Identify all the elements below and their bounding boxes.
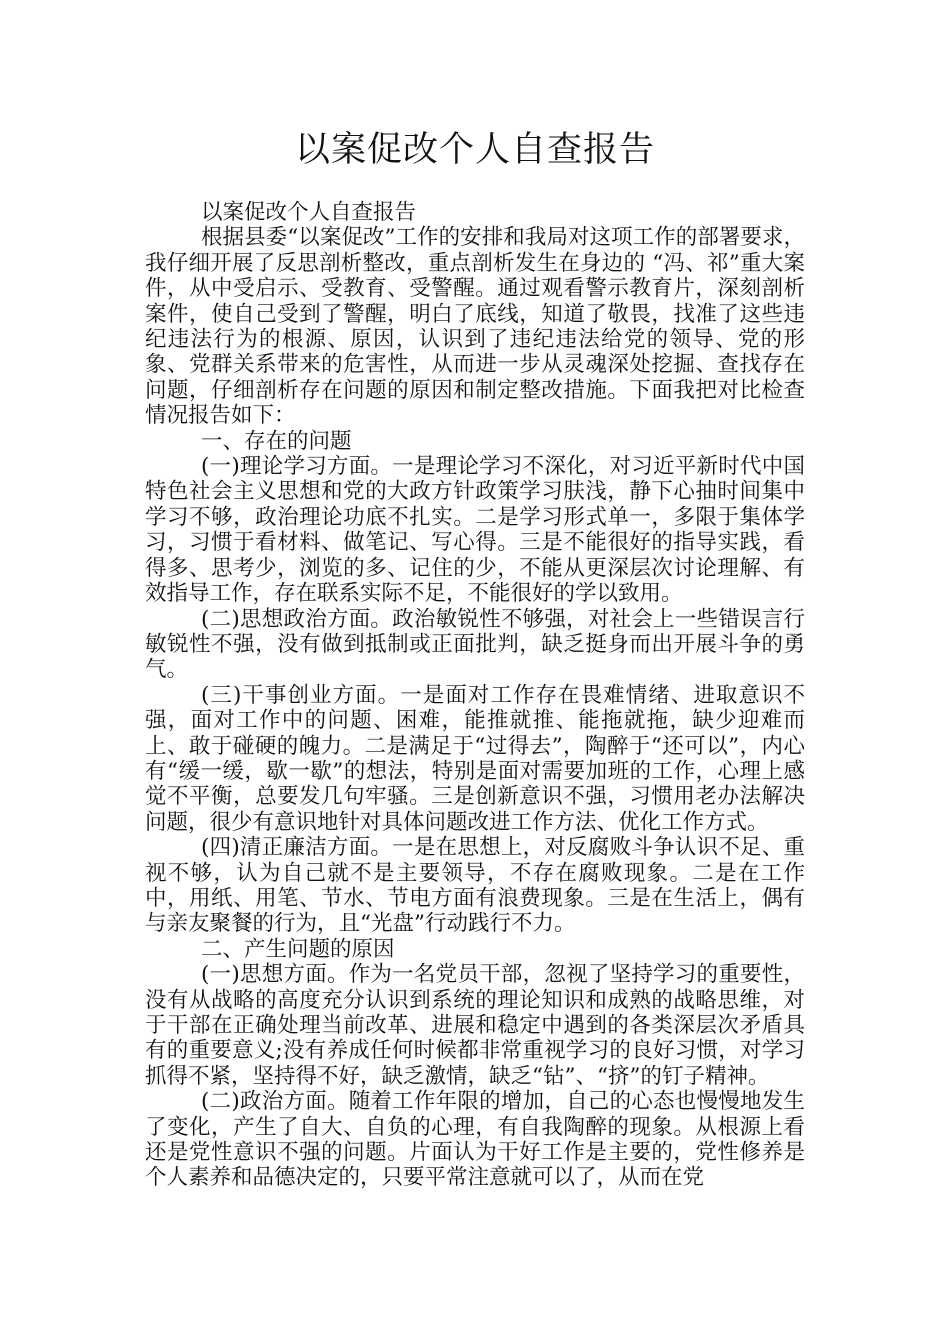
- document-title: 以案促改个人自查报告: [294, 130, 655, 170]
- document-body: [145, 200, 805, 1191]
- section-heading-problems: 一、存在的问题: [201, 428, 352, 454]
- paragraph-political-thought: (二)思想政治方面。政治敏锐性不够强，对社会上一些错误言行敏锐性不强，没有做到抵制或正面批判，缺乏挺身而出开展斗争的勇气。: [145, 606, 805, 683]
- paragraph-integrity: (四)清正廉洁方面。一是在思想上，对反腐败斗争认识不足、重视不够，认为自己就不是主要领导，不存在腐败现象。二是在工作中，用纸、用笔、节水、节电方面有浪费现象。三是在生活上，偶有与亲友聚餐的行为，且“光盘”行动践行不力。: [145, 835, 805, 937]
- subtitle-paragraph: 以案促改个人自查报告: [201, 200, 417, 225]
- paragraph-cause-political: (二)政治方面。随着工作年限的增加，自己的心态也慢慢地发生了变化，产生了自大、自负的心理，有自我陶醉的现象。从根源上看还是党性意识不强的问题。片面认为干好工作是主要的，党性修养是个人素养和品德决定的，只要平常注意就可以了，从而在党: [145, 1089, 805, 1191]
- intro-paragraph: 根据县委“以案促改”工作的安排和我局对这项工作的部署要求，我仔细开展了反思剖析整改，重点剖析发生在身边的 “冯、祁”重大案件，从中受启示、受教育、受警醒。通过观看警示教育片，深刻剖析案件，使自己受到了警醒，明白了底线，知道了敬畏，找准了这些违纪违法行为的根源、原因，认识到了违纪违法给党的领导、党的形象、党群关系带来的危害性，从而进一步从灵魂深处挖掘、查找存在问题，仔细剖析存在问题的原因和制定整改措施。下面我把对比检查情况报告如下：: [145, 225, 805, 429]
- paragraph-cause-thought: (一)思想方面。作为一名党员干部，忽视了坚持学习的重要性，没有从战略的高度充分认识到系统的理论知识和成熟的战略思维，对于干部在正确处理当前改革、进展和稳定中遇到的各类深层次矛盾具有的重要意义;没有养成任何时候都非常重视学习的良好习惯，对学习抓得不紧，坚持得不好，缺乏激情，缺乏“钻”、“挤”的钉子精神。: [145, 962, 805, 1089]
- paragraph-theory-study: (一)理论学习方面。一是理论学习不深化，对习近平新时代中国特色社会主义思想和党的大政方针政策学习肤浅，静下心抽时间集中学习不够，政治理论功底不扎实。二是学习形式单一，多限于集体学习，习惯于看材料、做笔记、写心得。三是不能很好的指导实践，看得多、思考少，浏览的多、记住的少，不能从更深层次讨论理解、有效指导工作，存在联系实际不足，不能很好的学以致用。: [145, 454, 805, 607]
- paragraph-work-initiative: (三)干事创业方面。一是面对工作存在畏难情绪、进取意识不强，面对工作中的问题、困难，能推就推、能拖就拖，缺少迎难而上、敢于碰硬的魄力。二是满足于“过得去”，陶醉于“还可以”，内心有“缓一缓，歇一歇”的想法，特别是面对需要加班的工作，心理上感觉不平衡，总要发几句牢骚。三是创新意识不强，习惯用老办法解决问题，很少有意识地针对具体问题改进工作方法、优化工作方式。: [145, 682, 805, 835]
- section-heading-causes: 二、产生问题的原因: [201, 936, 395, 962]
